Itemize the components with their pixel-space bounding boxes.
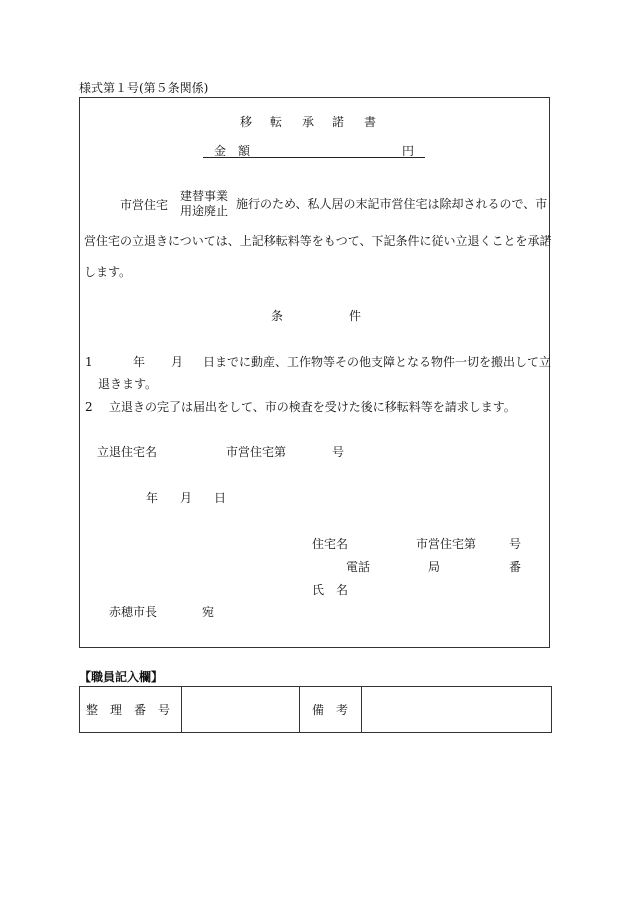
conditions-heading-char: 条	[271, 309, 284, 323]
addressee-name: 赤穂市長	[109, 605, 158, 619]
applicant-name-label: 氏 名	[312, 583, 349, 597]
remarks-field[interactable]	[362, 687, 552, 733]
title-char: 移	[240, 115, 253, 129]
date-day: 日	[214, 491, 227, 505]
form-number: 様式第１号(第５条関係)	[79, 81, 209, 95]
condition-1-number: 1	[85, 355, 93, 369]
applicant-phone-label: 電話	[346, 560, 371, 574]
addressee-suffix: 宛	[202, 605, 215, 619]
body-line-1: 施行のため、私人居の末記市営住宅は除却されるので、市	[236, 197, 548, 211]
amount-label: 金 額	[214, 144, 251, 158]
date-month: 月	[180, 491, 193, 505]
body-line-3: します。	[84, 265, 132, 279]
applicant-house-suffix: 号	[509, 537, 522, 551]
residence-building: 市営住宅第	[226, 445, 287, 459]
reference-number-label-text: 整 理 番 号	[86, 703, 171, 717]
applicant-phone-exchange: 局	[428, 560, 441, 574]
applicant-house-label: 住宅名	[312, 537, 349, 551]
date-year: 年	[146, 491, 159, 505]
form-title	[240, 116, 376, 128]
condition-1-month: 月	[171, 355, 184, 369]
title-char: 諾	[332, 115, 345, 129]
amount-unit: 円	[402, 144, 415, 158]
consent-form	[79, 97, 550, 648]
reason-option-rebuild: 建替事業	[180, 189, 229, 203]
residence-label: 立退住宅名	[97, 445, 158, 459]
title-char: 書	[364, 115, 377, 129]
applicant-house-building: 市営住宅第	[416, 537, 477, 551]
condition-1-year: 年	[133, 355, 146, 369]
staff-table	[79, 686, 552, 733]
condition-2-text: 立退きの完了は届出をして、市の検査を受けた後に移転料等を請求します。	[109, 400, 516, 414]
remarks-label	[300, 687, 362, 733]
body-prefix: 市営住宅	[120, 198, 169, 212]
staff-section-title: 【職員記入欄】	[79, 670, 164, 684]
conditions-heading	[271, 310, 361, 322]
conditions-heading-char: 件	[349, 309, 362, 323]
remarks-label-text: 備 考	[312, 703, 349, 717]
condition-2-number: 2	[85, 400, 93, 414]
reason-option-abolish: 用途廃止	[180, 204, 229, 218]
staff-table-row	[80, 687, 552, 733]
title-char: 承	[302, 115, 315, 129]
condition-1-text: 日までに動産、工作物等その他支障となる物件一切を搬出して立	[203, 355, 552, 369]
title-char: 転	[270, 115, 283, 129]
residence-number-suffix: 号	[332, 445, 345, 459]
amount-underline	[203, 156, 425, 158]
reference-number-label	[80, 687, 182, 733]
body-line-2: 営住宅の立退きについては、上記移転料等をもつて、下記条件に従い立退くことを承諾	[84, 234, 552, 248]
applicant-phone-number: 番	[509, 560, 522, 574]
condition-1-continuation: 退きます。	[98, 377, 158, 391]
reference-number-field[interactable]	[182, 687, 300, 733]
